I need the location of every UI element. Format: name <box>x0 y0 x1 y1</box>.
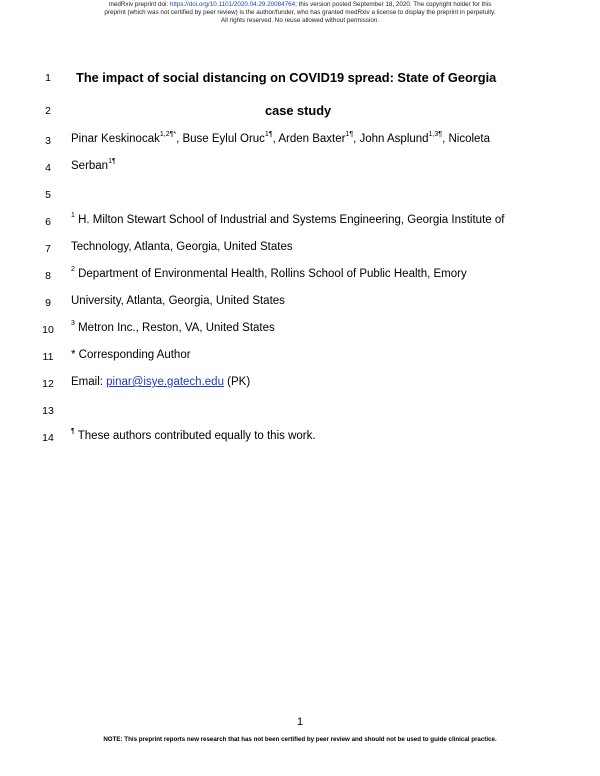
author-name: , Arden Baxter <box>272 133 346 145</box>
doi-link[interactable]: https://doi.org/10.1101/2020.04.29.20084764 <box>169 1 296 8</box>
line-number: 6 <box>45 216 51 228</box>
author-affiliation-mark: 1¶ <box>345 131 354 139</box>
page-number: 1 <box>296 716 304 728</box>
author-affiliation-mark: 1¶ <box>108 158 116 166</box>
line-number: 7 <box>45 243 51 255</box>
author-affiliation-mark: 1,3¶ <box>428 131 443 139</box>
preprint-header <box>40 1 560 25</box>
header-line-1: medRxiv preprint doi: https://doi.org/10.1101/2020.04.29.20084764; this version posted September 18, 2020. The copyright holder for this <box>108 1 492 8</box>
author-affiliation-mark: 1,2¶* <box>159 131 177 139</box>
line-number: 3 <box>45 135 51 147</box>
email-line: Email: pinar@isye.gatech.edu (PK) <box>71 376 251 388</box>
line-number: 4 <box>45 162 51 174</box>
paper-title-line-1: The impact of social distancing on COVID19 spread: State of Georgia <box>76 70 497 85</box>
author-name: Pinar Keskinocak <box>71 133 160 145</box>
equal-contribution-note: ¶ These authors contributed equally to this work. <box>71 428 316 442</box>
affiliation-1: $^1$ H. Milton Stewart School of Industrial and Systems Engineering, Georgia Institute of <box>71 212 505 226</box>
author-name: , John Asplund <box>353 133 429 145</box>
line-number: 5 <box>45 189 51 201</box>
affiliation-1-continued: Technology, Atlanta, Georgia, United States <box>71 241 293 253</box>
line-number: 10 <box>42 324 54 336</box>
line-number: 1 <box>45 72 51 84</box>
email-link[interactable]: pinar@isye.gatech.edu <box>106 376 224 388</box>
line-number: 9 <box>45 297 51 309</box>
author-name: , Buse Eylul Oruc <box>176 133 265 145</box>
paper-title-line-2: case study <box>265 103 332 118</box>
corresponding-author: * Corresponding Author <box>71 349 191 361</box>
footer-note: NOTE: This preprint reports new research that has not been certified by peer review and should not be used to guide clinical practice. <box>103 736 497 743</box>
line-number: 8 <box>45 270 51 282</box>
author-affiliation-mark: 1¶ <box>264 131 273 139</box>
author-list-continued <box>71 160 116 172</box>
affiliation-3: $^3$ Metron Inc., Reston, VA, United States <box>71 320 275 334</box>
line-number: 12 <box>42 378 54 390</box>
author-name: , Nicoleta <box>442 133 490 145</box>
author-name: Serban <box>71 160 109 172</box>
affiliation-2-continued: University, Atlanta, Georgia, United States <box>71 295 285 307</box>
line-number: 14 <box>42 432 54 444</box>
line-number: 13 <box>42 405 54 417</box>
affiliation-2: $^2$ Department of Environmental Health, Rollins School of Public Health, Emory <box>71 266 467 280</box>
line-number: 11 <box>42 351 54 363</box>
author-list <box>71 133 490 145</box>
line-number: 2 <box>45 105 51 117</box>
header-line-3: All rights reserved. No reuse allowed without permission. <box>220 17 380 24</box>
header-line-2: preprint (which was not certified by peer review) is the author/funder, who has granted medRxiv a license to display the preprint in perpetuity. <box>104 9 496 16</box>
